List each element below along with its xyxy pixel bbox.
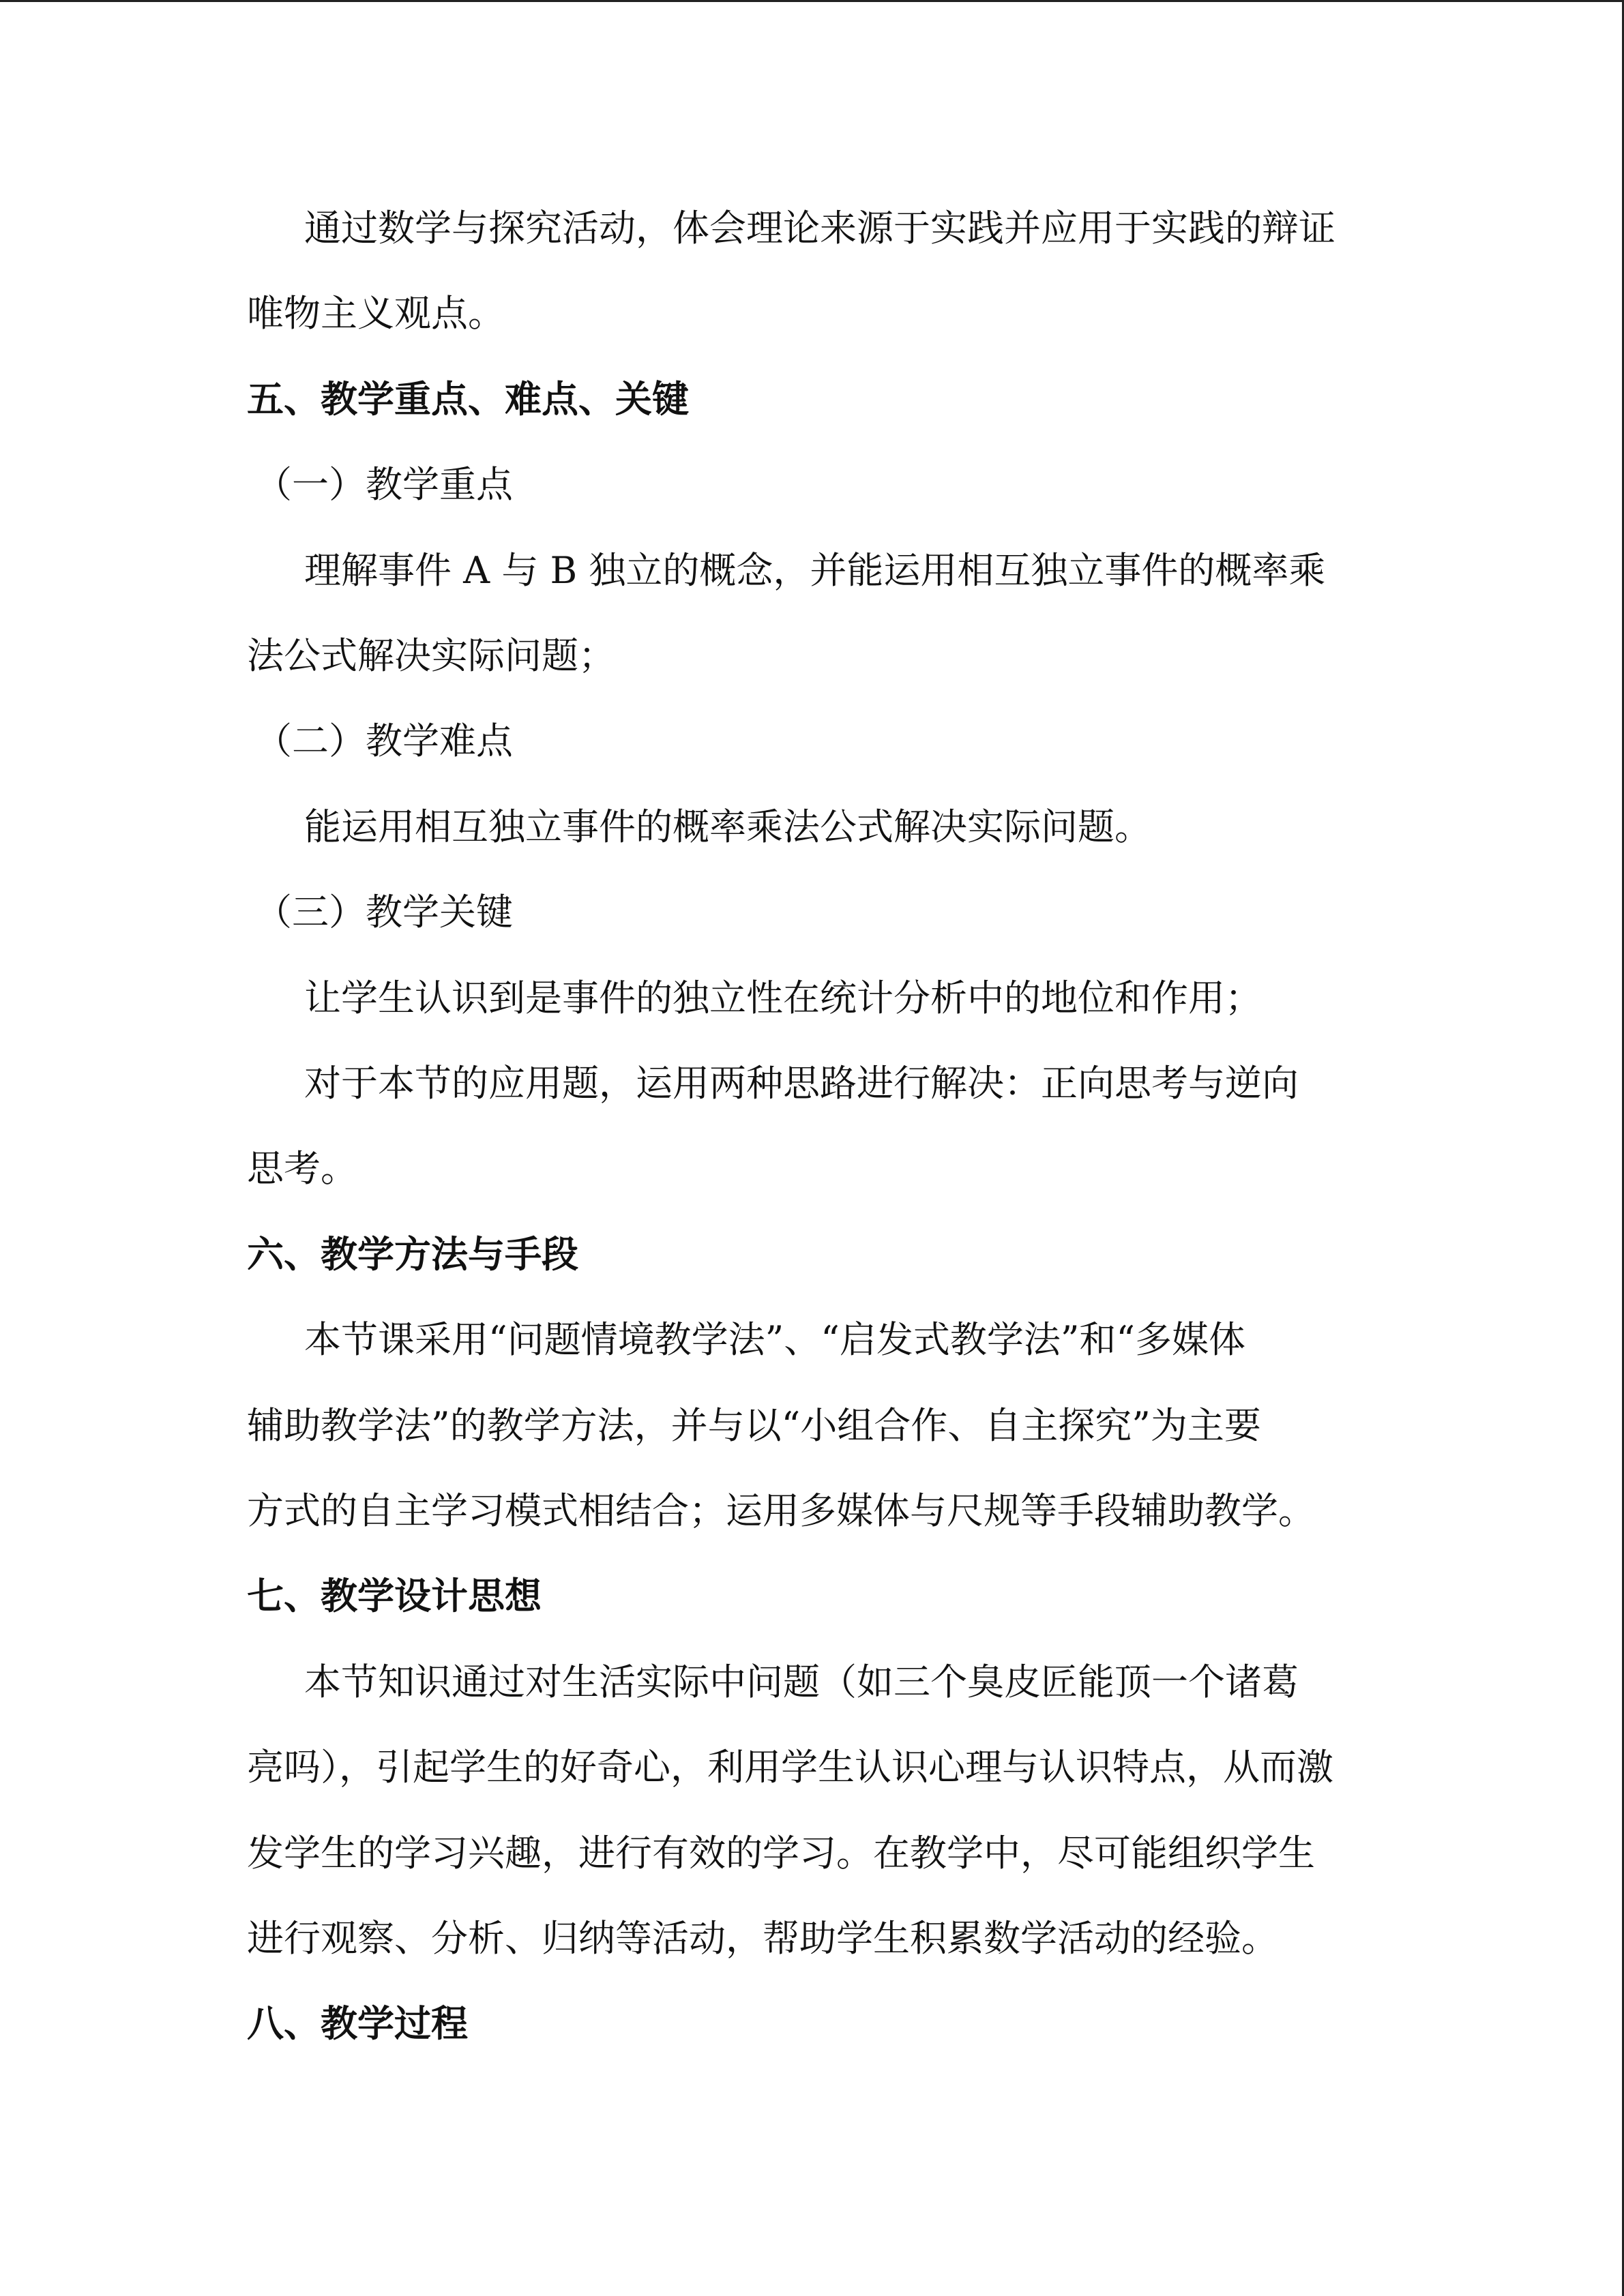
paragraph-line: 辅助教学法”的教学方法，并与以“小组合作、自主探究”为主要 [247,1404,1261,1447]
paragraph-line: 本节课采用“问题情境教学法”、“启发式教学法”和“多媒体 [304,1318,1246,1361]
paragraph-line: 让学生认识到是事件的独立性在统计分析中的地位和作用； [304,976,1262,1019]
paragraph-line: 方式的自主学习模式相结合；运用多媒体与尺规等手段辅助教学。 [247,1489,1315,1532]
section-heading: 五、教学重点、难点、关键 [247,378,689,421]
subsection-heading: （二）教学难点 [255,719,513,762]
paragraph-line: 进行观察、分析、归纳等活动，帮助学生积累数学活动的经验。 [247,1917,1278,1960]
paragraph-line: 亮吗），引起学生的好奇心，利用学生认识心理与认识特点，从而激 [247,1746,1333,1789]
subsection-heading: （一）教学重点 [255,463,513,506]
paragraph-line: 能运用相互独立事件的概率乘法公式解决实际问题。 [304,805,1151,848]
section-heading: 六、教学方法与手段 [247,1233,578,1276]
section-heading: 七、教学设计思想 [247,1575,542,1617]
paragraph-line: 发学生的学习兴趣，进行有效的学习。在教学中，尽可能组织学生 [247,1832,1315,1875]
paragraph-line: 本节知识通过对生活实际中问题（如三个臭皮匠能顶一个诸葛 [304,1660,1299,1703]
paragraph-line: 理解事件 A 与 B 独立的概念，并能运用相互独立事件的概率乘 [304,549,1326,592]
paragraph-line: 对于本节的应用题，运用两种思路进行解决：正向思考与逆向 [304,1062,1299,1105]
paragraph-line: 唯物主义观点。 [247,292,505,335]
paragraph-line: 思考。 [247,1147,357,1190]
subsection-heading: （三）教学关键 [255,891,513,934]
paragraph-line: 法公式解决实际问题； [247,634,615,677]
section-heading: 八、教学过程 [247,2002,468,2045]
paragraph-line: 通过数学与探究活动，体会理论来源于实践并应用于实践的辩证 [304,207,1335,250]
